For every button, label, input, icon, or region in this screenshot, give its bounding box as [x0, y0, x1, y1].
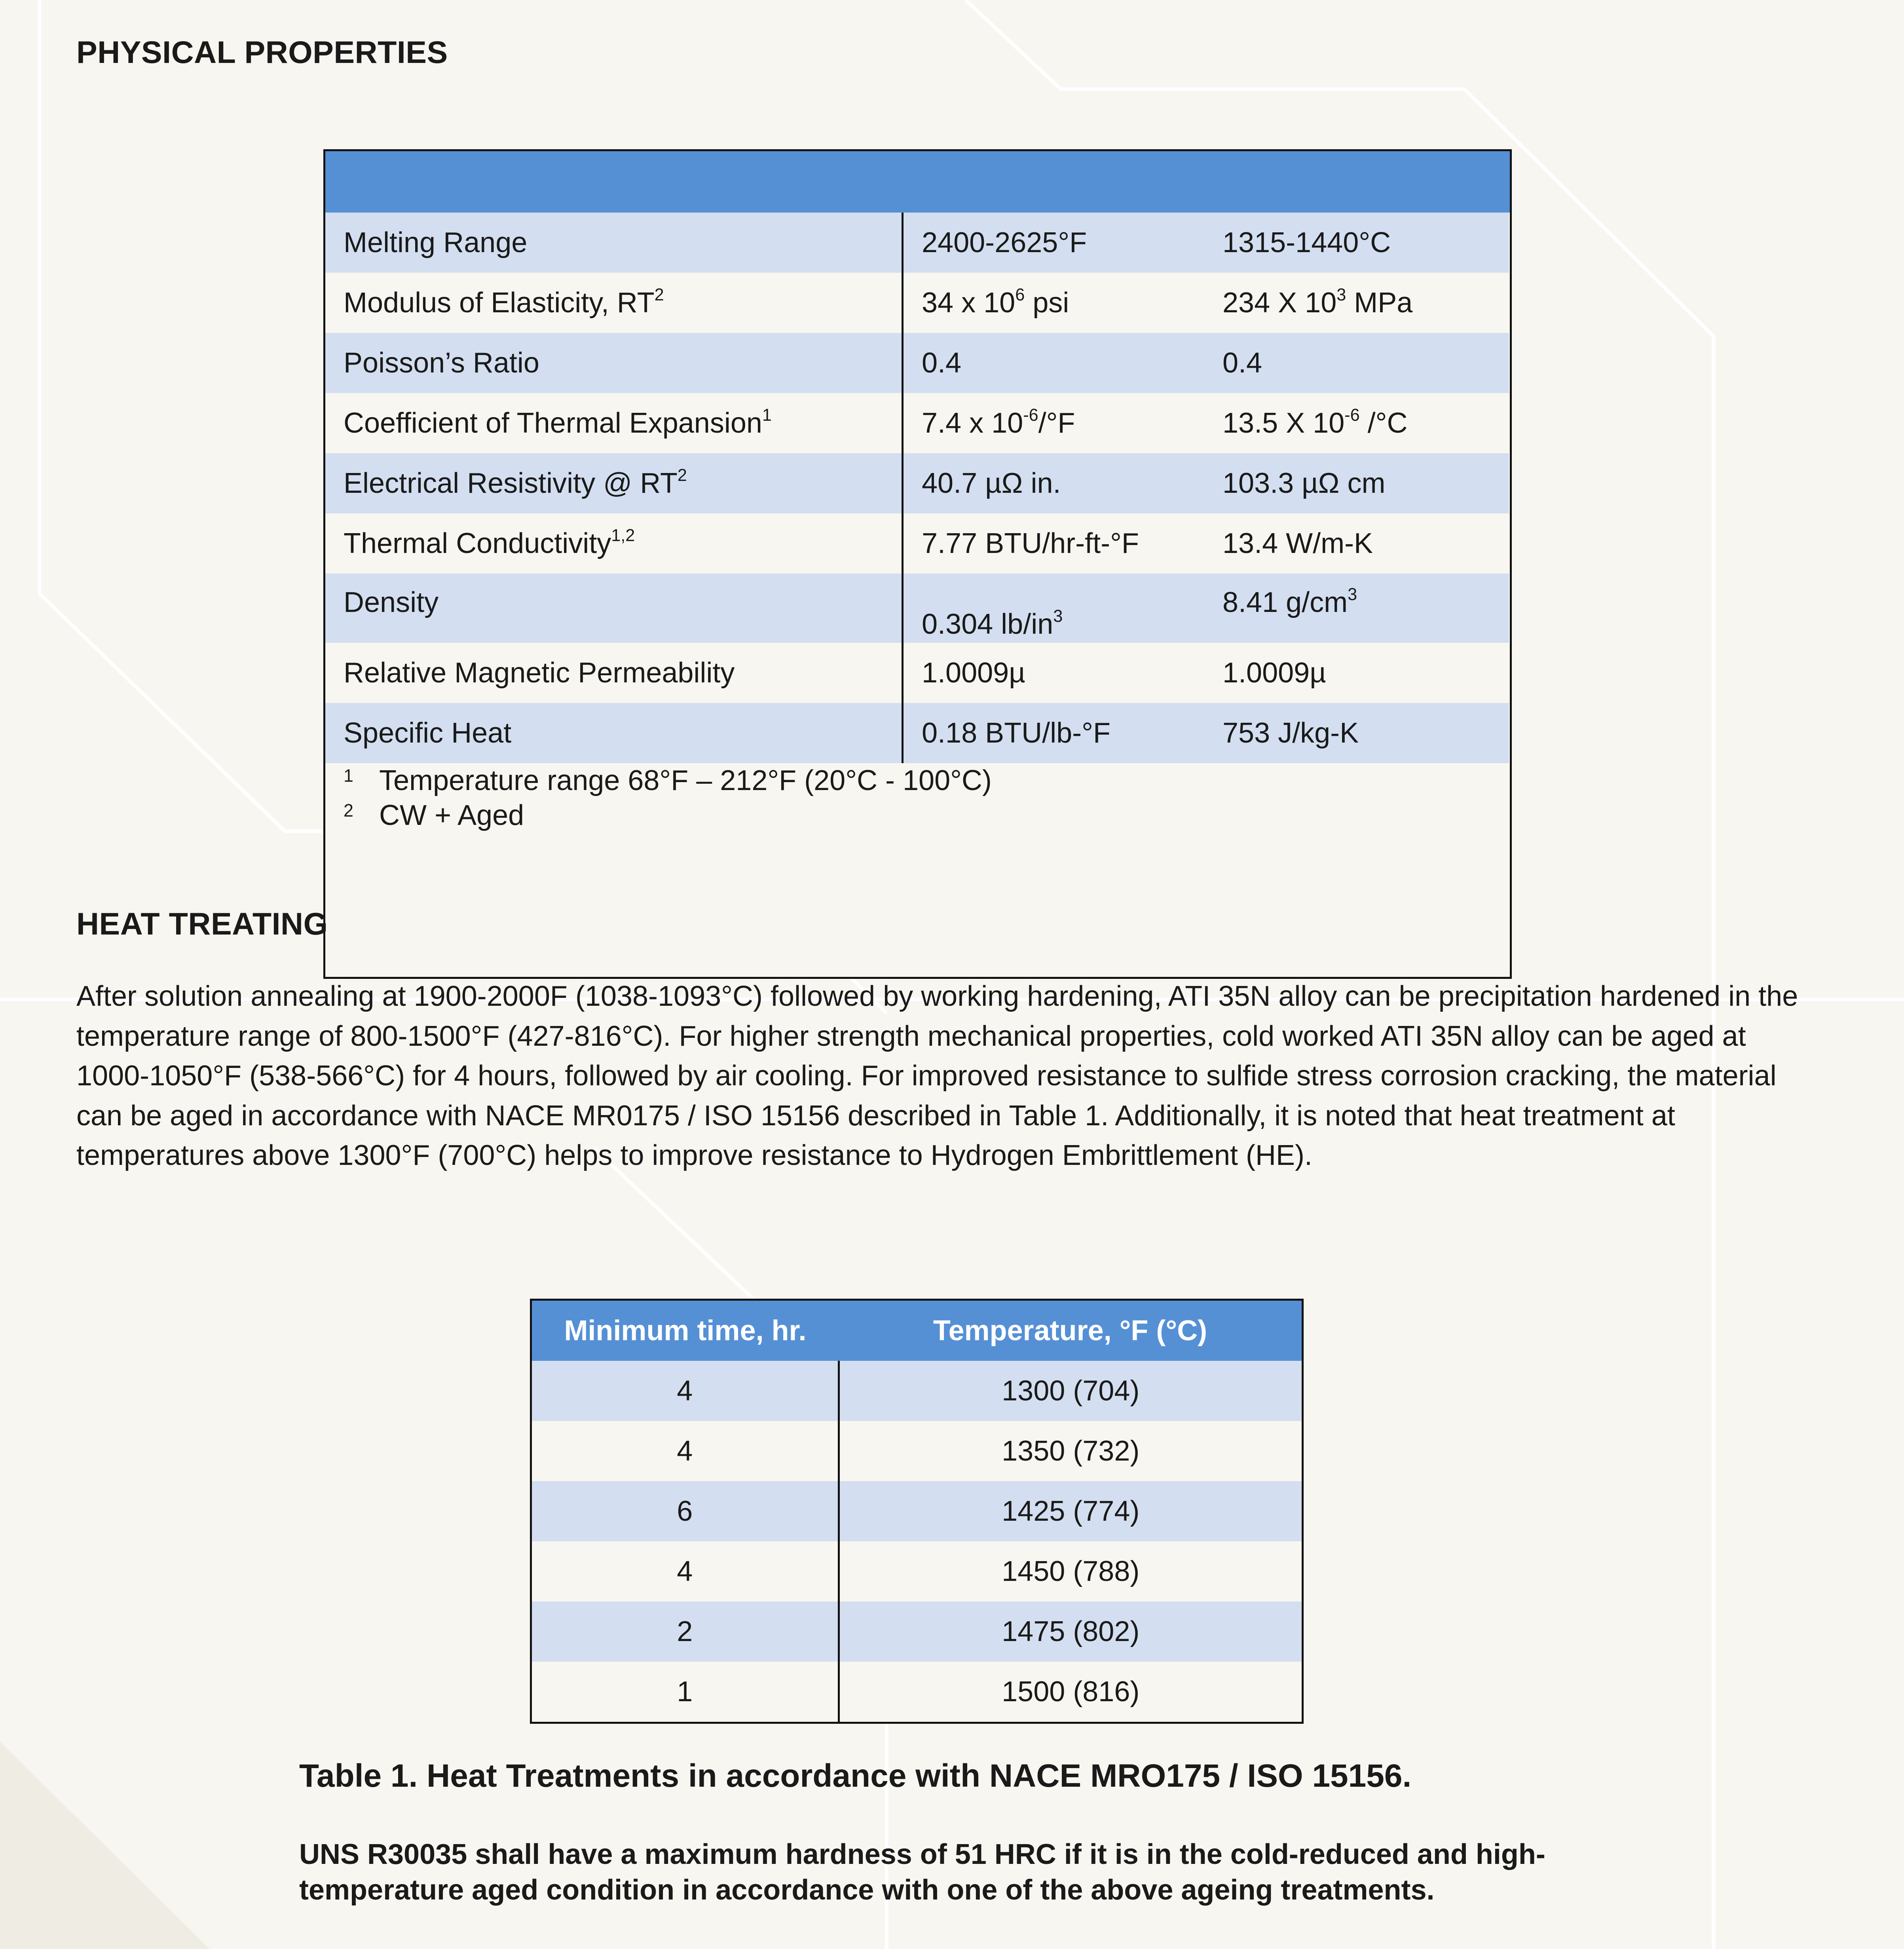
temperature-cell: 1350 (732)	[839, 1421, 1303, 1481]
imperial-value-cell	[903, 393, 1223, 453]
temperature-cell: 1300 (704)	[839, 1361, 1303, 1421]
physical-properties-table	[323, 149, 1512, 979]
imperial-value-cell	[903, 453, 1223, 513]
min-time-cell: 4	[531, 1421, 839, 1481]
property-cell-text: Modulus of Elasticity, RT	[344, 287, 655, 319]
footnote-mark: 1	[344, 766, 354, 786]
property-cell-text: Thermal Conductivity	[344, 528, 611, 559]
property-cell-text: Coefficient of Thermal Expansion	[344, 407, 762, 439]
min-time-cell: 1	[531, 1662, 839, 1723]
table-row	[531, 1361, 1303, 1421]
table-row	[531, 1421, 1303, 1481]
superscript: -6	[1023, 405, 1038, 425]
metric-value-cell-text: 1315-1440°C	[1223, 227, 1391, 258]
section-title-heat-treating: HEAT TREATING	[76, 906, 328, 941]
metric-value-cell	[1223, 333, 1509, 393]
unit-suffix: /°F	[1038, 407, 1075, 439]
metric-value-cell-text: 8.41 g/cm	[1223, 586, 1348, 618]
footnote-mark: 2	[344, 800, 354, 821]
footnote-text: Temperature range 68°F – 212°F (20°C - 100°C)	[379, 765, 992, 796]
table-row	[325, 213, 1509, 273]
metric-value-cell-text: 103.3 µΩ cm	[1223, 467, 1386, 499]
table-row	[325, 513, 1509, 574]
property-cell	[325, 513, 903, 574]
property-cell	[325, 333, 903, 393]
imperial-value-cell	[903, 273, 1223, 333]
property-cell	[325, 453, 903, 513]
metric-value-cell-text: 0.4	[1223, 347, 1262, 379]
footnote	[344, 798, 1510, 833]
unit-suffix: MPa	[1346, 287, 1413, 319]
imperial-value-cell	[903, 333, 1223, 393]
section-title-physical-properties: PHYSICAL PROPERTIES	[76, 34, 448, 70]
imperial-value-cell-text: 7.77 BTU/hr-ft-°F	[922, 528, 1139, 559]
heat-treatment-table	[530, 1299, 1304, 1724]
property-cell	[325, 703, 903, 763]
metric-value-cell-text: 1.0009µ	[1223, 657, 1326, 689]
metric-value-cell	[1223, 273, 1509, 333]
superscript: 3	[1348, 585, 1357, 604]
property-cell-text: Melting Range	[344, 227, 528, 258]
imperial-value-cell-text: 40.7 µΩ in.	[922, 467, 1061, 499]
imperial-value-cell-text: 34 x 10	[922, 287, 1016, 319]
property-cell-text: Density	[344, 586, 439, 618]
superscript: 6	[1015, 285, 1025, 304]
metric-value-cell	[1223, 393, 1509, 453]
imperial-value-cell-text: 7.4 x 10	[922, 407, 1023, 439]
imperial-value-cell-text: 0.4	[922, 347, 962, 379]
table-row	[531, 1601, 1303, 1662]
footnote	[344, 763, 1510, 798]
metric-value-cell-text: 234 X 10	[1223, 287, 1337, 319]
table-row	[325, 643, 1509, 703]
table-header-bar	[325, 151, 1510, 213]
table-row	[325, 333, 1509, 393]
metric-value-cell	[1223, 213, 1509, 273]
min-time-cell: 6	[531, 1481, 839, 1541]
property-cell-text: Poisson’s Ratio	[344, 347, 539, 379]
unit-suffix: /°C	[1359, 407, 1408, 439]
metric-value-cell-text: 13.5 X 10	[1223, 407, 1345, 439]
imperial-value-cell	[903, 513, 1223, 574]
superscript: 3	[1336, 285, 1346, 304]
table-row	[325, 574, 1509, 643]
metric-value-cell	[1223, 453, 1509, 513]
superscript: 3	[1053, 606, 1063, 626]
table-caption: Table 1. Heat Treatments in accordance with NACE MRO175 / ISO 15156.	[299, 1758, 1412, 1794]
property-cell	[325, 574, 903, 643]
property-cell-text: Relative Magnetic Permeability	[344, 657, 735, 689]
temperature-cell: 1450 (788)	[839, 1541, 1303, 1601]
metric-value-cell-text: 753 J/kg-K	[1223, 717, 1359, 749]
unit-suffix: psi	[1025, 287, 1069, 319]
imperial-value-cell	[903, 574, 1223, 643]
min-time-cell: 4	[531, 1361, 839, 1421]
temperature-cell: 1475 (802)	[839, 1601, 1303, 1662]
metric-value-cell	[1223, 513, 1509, 574]
property-cell	[325, 393, 903, 453]
superscript: 1	[762, 405, 772, 425]
hardness-note: UNS R30035 shall have a maximum hardness of 51 HRC if it is in the cold-reduced and high-temperature aged condition in accordance with one of the above ageing treatments.	[299, 1839, 1545, 1906]
imperial-value-cell-text: 2400-2625°F	[922, 227, 1087, 258]
metric-value-cell	[1223, 574, 1509, 643]
table-row	[325, 453, 1509, 513]
property-cell	[325, 273, 903, 333]
table-row	[325, 393, 1509, 453]
imperial-value-cell	[903, 703, 1223, 763]
imperial-value-cell-text: 0.304 lb/in	[922, 608, 1054, 640]
imperial-value-cell-text: 0.18 BTU/lb-°F	[922, 717, 1111, 749]
table-row	[531, 1541, 1303, 1601]
property-cell	[325, 213, 903, 273]
column-header-temperature: Temperature, °F (°C)	[839, 1300, 1303, 1361]
min-time-cell: 4	[531, 1541, 839, 1601]
column-header-min-time: Minimum time, hr.	[531, 1300, 839, 1361]
footnotes	[325, 763, 1510, 833]
property-cell-text: Specific Heat	[344, 717, 512, 749]
table-row	[325, 273, 1509, 333]
min-time-cell: 2	[531, 1601, 839, 1662]
temperature-cell: 1425 (774)	[839, 1481, 1303, 1541]
superscript: 2	[654, 285, 664, 304]
temperature-cell: 1500 (816)	[839, 1662, 1303, 1723]
metric-value-cell	[1223, 703, 1509, 763]
superscript: 1,2	[611, 526, 635, 545]
table-row	[325, 703, 1509, 763]
heat-treating-paragraph: After solution annealing at 1900-2000F (1038-1093°C) followed by working hardening, ATI 35N alloy can be precipitation hardened in the temperature range of 800-1500°F (427-816°C). For higher strength mechanical properties, cold worked ATI 35N alloy can be aged at 1000-1050°F (538-566°C) for 4 hours, followed by air cooling. For improved resistance to sulfide stress corrosion cracking, the material can be aged in accordance with NACE MR0175 / ISO 15156 described in Table 1. Additionally, it is noted that heat treatment at temperatures above 1300°F (700°C) helps to improve resistance to Hydrogen Embrittlement (HE).	[76, 980, 1798, 1171]
metric-value-cell-text: 13.4 W/m-K	[1223, 528, 1373, 559]
imperial-value-cell	[903, 213, 1223, 273]
property-cell	[325, 643, 903, 703]
property-cell-text: Electrical Resistivity @ RT	[344, 467, 678, 499]
superscript: -6	[1344, 405, 1360, 425]
table-row	[531, 1662, 1303, 1723]
metric-value-cell	[1223, 643, 1509, 703]
imperial-value-cell-text: 1.0009µ	[922, 657, 1025, 689]
footnote-text: CW + Aged	[379, 800, 524, 831]
imperial-value-cell	[903, 643, 1223, 703]
table-row	[531, 1481, 1303, 1541]
superscript: 2	[677, 465, 687, 485]
